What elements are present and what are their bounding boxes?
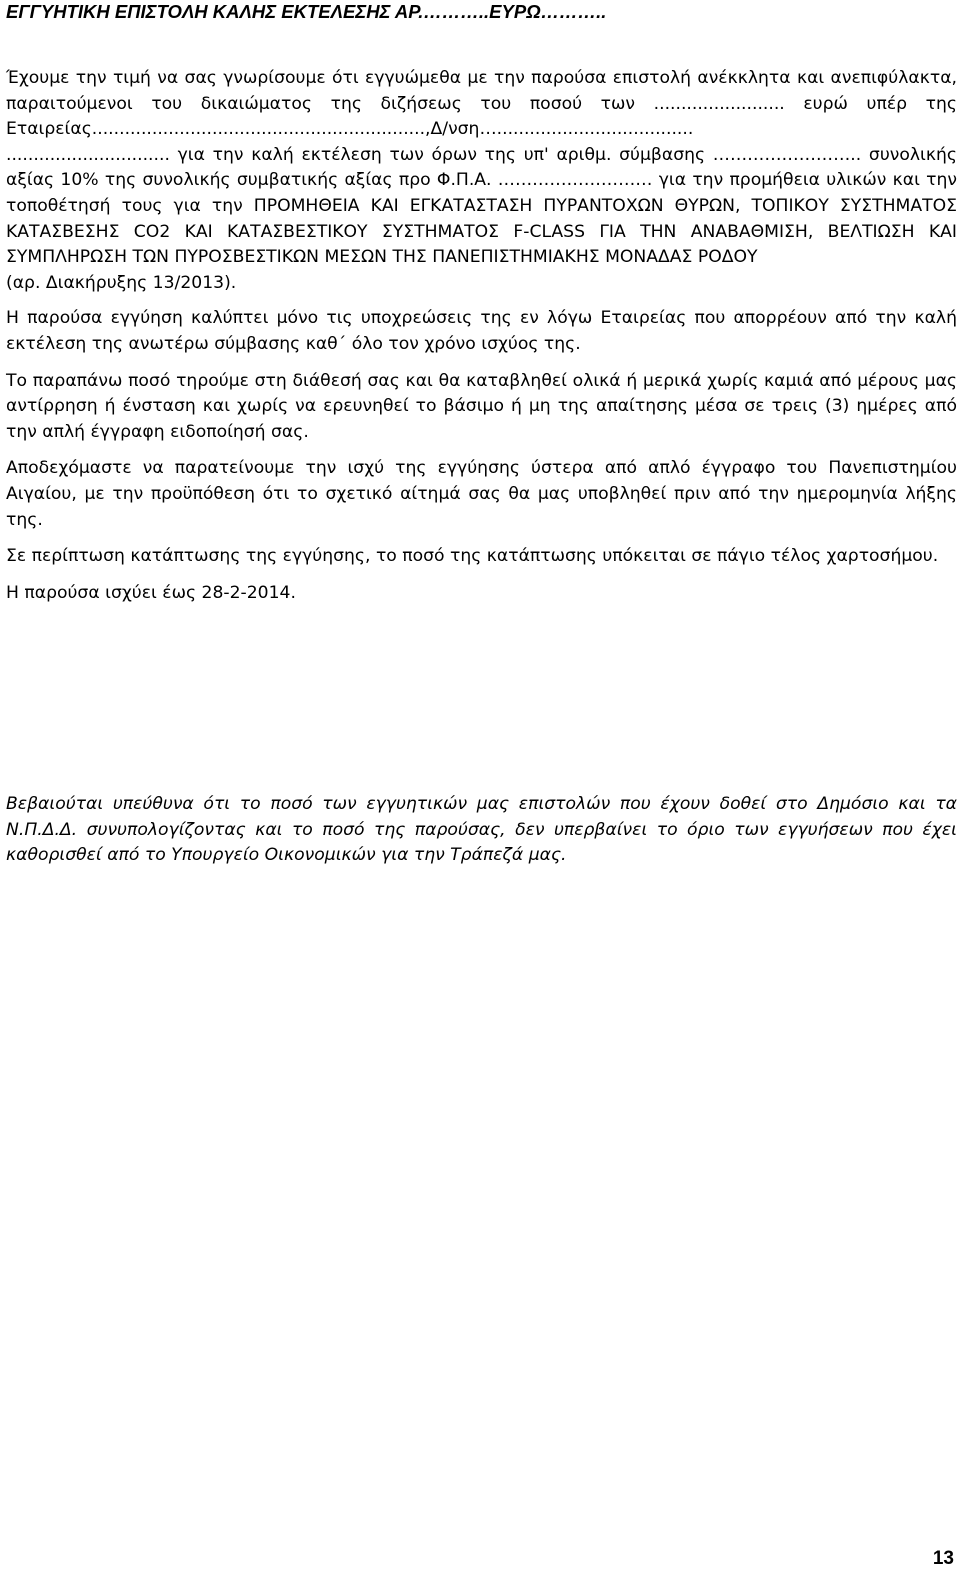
guarantee-paragraph-contract: .............................. για την καλή εκτέλεση των όρων της υπ' αριθμ. σύμβασης …………………….. συνολικής αξίας 10% της συνολικής συμβατικής αξίας προ Φ.Π.Α. ……………………… για την προμήθεια υλικών και την τοποθέτησή τους για την ΠΡΟΜΗΘΕΙΑ ΚΑΙ ΕΓΚΑΤΑΣΤΑΣΗ ΠΥΡΑΝΤΟΧΩΝ ΘΥΡΩΝ, ΤΟΠΙΚΟΥ ΣΥΣΤΗΜΑΤΟΣ ΚΑΤΑΣΒΕΣΗΣ CO2 ΚΑΙ ΚΑΤΑΣΒΕΣΤΙΚΟΥ ΣΥΣΤΗΜΑΤΟΣ F-CLASS ΓΙΑ ΤΗΝ ΑΝΑΒΑΘΜΙΣΗ, ΒΕΛΤΙΩΣΗ ΚΑΙ ΣΥΜΠΛΗΡΩΣΗ ΤΩΝ ΠΥΡΟΣΒΕΣΤΙΚΩΝ ΜΕΣΩΝ ΤΗΣ ΠΑΝΕΠΙΣΤΗΜΙΑΚΗΣ ΜΟΝΑΔΑΣ ΡΟΔΟΥ: [6, 144, 957, 268]
document-title: ΕΓΓΥΗΤΙΚΗ ΕΠΙΣΤΟΛΗ ΚΑΛΗΣ ΕΚΤΕΛΕΣΗΣ ΑΡ.………..ΕΥΡΩ………..: [6, 1, 607, 22]
payment-paragraph: Το παραπάνω ποσό τηρούμε στη διάθεσή σας και θα καταβληθεί ολικά ή μερικά χωρίς καμιά από μέρους μας αντίρρηση ή ένσταση και χωρίς να ερευνηθεί το βάσιμο ή μη της απαίτησης μέσα σε τρεις (3) ημέρες από την απλή έγγραφη ειδοποίησή σας.: [6, 370, 957, 442]
extension-paragraph: Αποδεχόμαστε να παρατείνουμε την ισχύ της εγγύησης ύστερα από απλό έγγραφο του Πανεπιστημίου Αιγαίου, με την προϋπόθεση ότι το σχετικό αίτημά σας θα μας υποβληθεί πριν από την ημερομηνία λήξης της.: [6, 458, 957, 530]
guarantee-paragraph-tender: (αρ. Διακήρυξης 13/2013).: [6, 272, 237, 293]
guarantee-paragraph: [6, 66, 957, 296]
validity-paragraph: Η παρούσα ισχύει έως 28-2-2014.: [6, 582, 296, 603]
coverage-paragraph: Η παρούσα εγγύηση καλύπτει μόνο τις υποχρεώσεις της εν λόγω Εταιρείας που απορρέουν από την καλή εκτέλεση της ανωτέρω σύμβασης καθ΄ όλο τον χρόνο ισχύος της.: [6, 308, 957, 354]
certification-note: Βεβαιούται υπεύθυνα ότι το ποσό των εγγυητικών μας επιστολών που έχουν δοθεί στο Δημόσιο και τα Ν.Π.Δ.Δ. συνυπολογίζοντας και το ποσό της παρούσας, δεν υπερβαίνει το όριο των εγγυήσεων που έχει καθορισθεί από το Υπουργείο Οικονομικών για την Τράπεζά μας.: [6, 794, 957, 866]
letter-body: [6, 66, 957, 617]
page-number: 13: [932, 1548, 954, 1569]
guarantee-paragraph-intro: Έχουμε την τιμή να σας γνωρίσουμε ότι εγγυώμεθα με την παρούσα επιστολή ανέκκλητα και ανεπιφύλακτα, παραιτούμενοι του δικαιώματος της διζήσεως του ποσού των ........................ ευρώ υπέρ της Εταιρείας.............................................................,Δ/νση…....................................: [6, 68, 957, 140]
forfeiture-paragraph: Σε περίπτωση κατάπτωσης της εγγύησης, το ποσό της κατάπτωσης υπόκειται σε πάγιο τέλος χαρτοσήμου.: [6, 546, 939, 567]
